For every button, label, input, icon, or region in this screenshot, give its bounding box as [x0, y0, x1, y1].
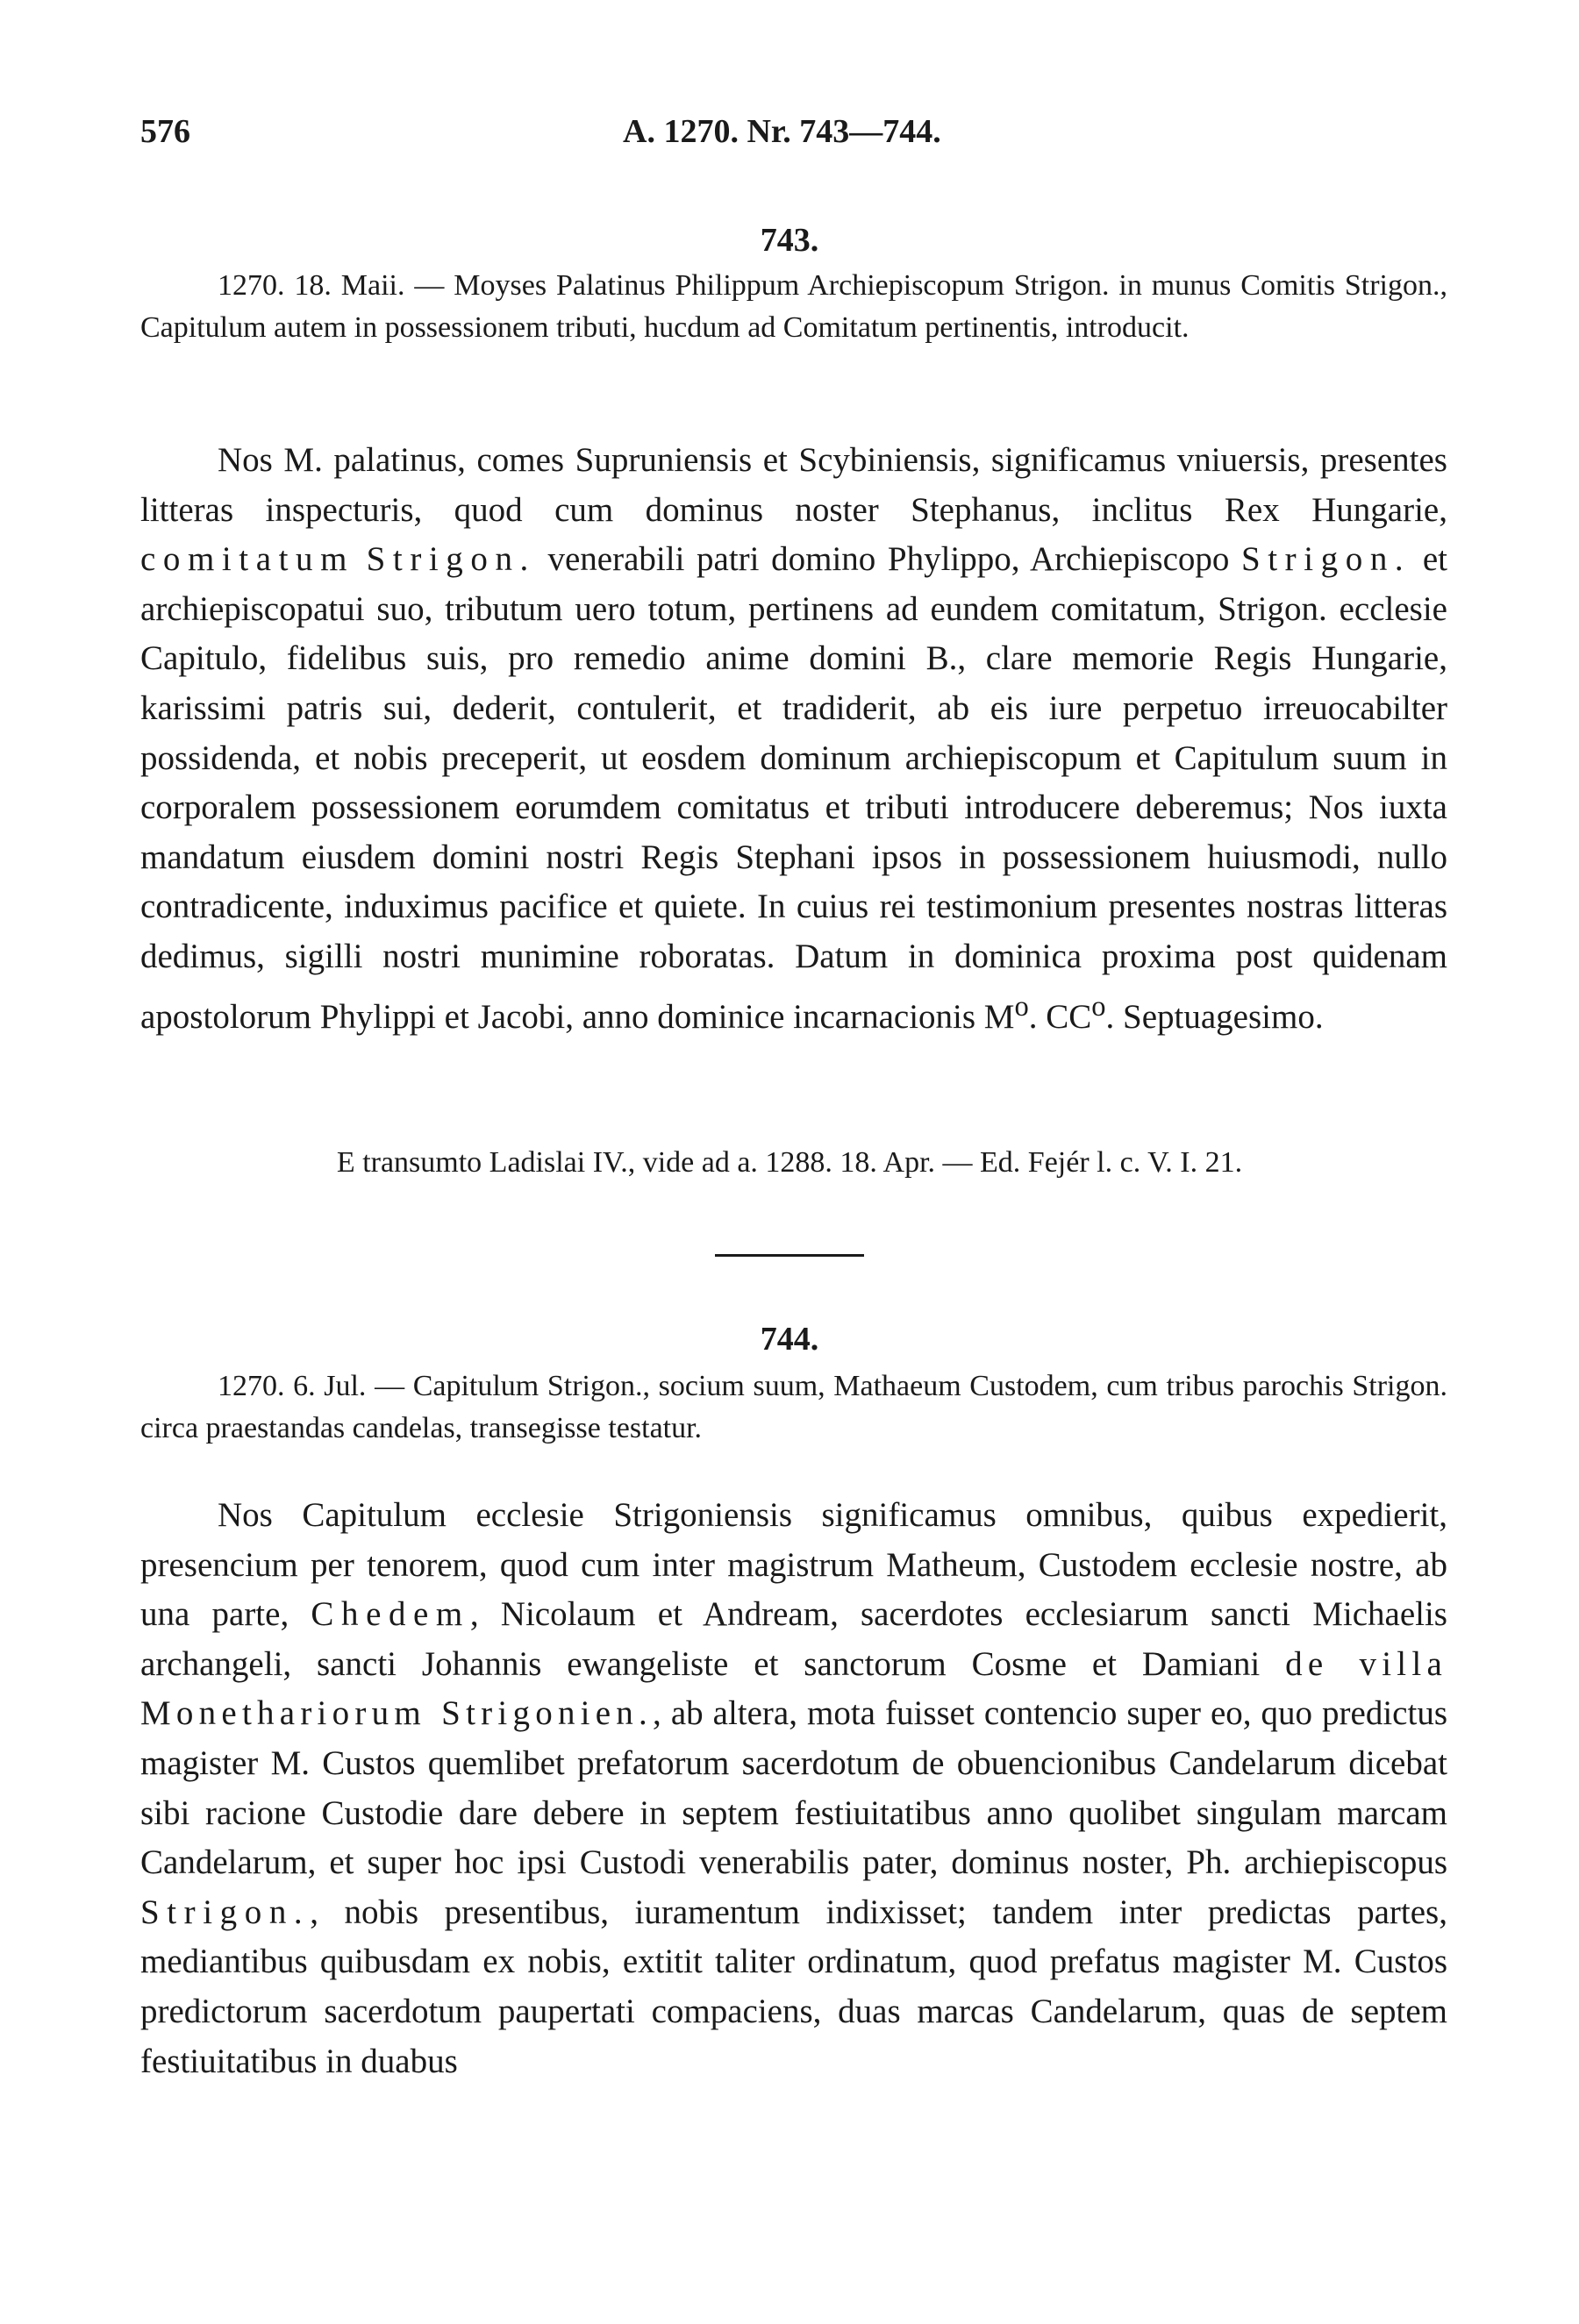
- page-header: [140, 112, 1456, 165]
- text-segment: . CC: [1028, 997, 1092, 1036]
- superscript: o: [1091, 990, 1106, 1023]
- regest-744: 1270. 6. Jul. — Capitulum Strigon., socium suum, Mathaeum Custodem, cum tribus parochis Strigon. circa praestandas candelas, transegisse testatur.: [140, 1370, 1447, 1444]
- charter-text-744: [140, 1491, 1447, 2086]
- running-title: A. 1270. Nr. 743—744.: [623, 113, 941, 150]
- source-note-743: E transumto Ladislai IV., vide ad a. 1288. 18. Apr. — Ed. Fejér l. c. V. I. 21.: [336, 1146, 1243, 1179]
- text-segment: Nos M. palatinus, comes Supruniensis et Scybiniensis, significamus vniuersis, presentes litteras inspecturis, quod cum dominus noster Stephanus, inclitus Rex Hungarie,: [140, 441, 1447, 529]
- charter-text-743: [140, 436, 1447, 1042]
- document-number-744: 744.: [760, 1321, 819, 1358]
- spaced-word: comitatum: [140, 540, 355, 579]
- spaced-word: Strigon.: [140, 1893, 311, 1931]
- document-number-743: 743.: [760, 222, 819, 259]
- spaced-word: Strigon.: [366, 540, 536, 579]
- text-segment: venerabili patri domino Phylippo, Archiepiscopo: [535, 540, 1241, 579]
- separator-rule: [715, 1254, 864, 1257]
- text-segment: , ab altera, mota fuisset contencio super eo, quo predictus magister M. Custos quemlibet prefatorum sacerdotum de obuencionibus Candelarum dicebat sibi racione Custodie dare debere in septem festiuitatibus anno quolibet singulam marcam Candelarum, et super hoc ipsi Custodi venerabilis pater, dominus noster, Ph. archiepiscopus: [140, 1694, 1447, 1882]
- spaced-phrase: de villa Monethariorum Strigonien.: [140, 1644, 1448, 1733]
- page-number: 576: [140, 113, 190, 150]
- text-segment: . Septuagesimo.: [1105, 997, 1324, 1036]
- text-segment: et archiepiscopatui suo, tributum uero totum, pertinens ad eundem comitatum, Strigon. ecclesie Capitulo, fidelibus suis, pro remedio anime domini B., clare memorie Regis Hungarie, karissimi patris sui, dederit, contulerit, et tradiderit, ab eis iure perpetuo irreuocabilter possidenda, et nobis preceperit, ut eosdem dominum archiepiscopum et Capitulum suum in corporalem possessionem eorumdem comitatus et tributi introducere deberemus; Nos iuxta mandatum eiusdem domini nostri Regis Stephani ipsos in possessionem huiusmodi, nullo contradicente, induximus pacifice et quiete. In cuius rei testimonium presentes nostras litteras dedimus, sigilli nostri munimine roboratas. Datum in dominica proxima post quidenam apostolorum Phylippi et Jacobi, anno dominice incarnacionis M: [140, 540, 1448, 1036]
- text-segment: Nos Capitulum ecclesie Strigoniensis significamus omnibus, quibus expedierit, presencium per tenorem, quod cum inter magistrum Matheum, Custodem ecclesie nostre, ab una parte,: [140, 1496, 1447, 1634]
- superscript: o: [1014, 990, 1029, 1023]
- text-segment: , nobis presentibus, iuramentum indixisset; tandem inter predictas partes, mediantibus quibusdam ex nobis, extitit taliter ordinatum, quod prefatus magister M. Custos predictorum sacerdotum paupertati compaciens, duas marcas Candelarum, quas de septem festiuitatibus in duabus: [140, 1893, 1447, 2080]
- spaced-word: Strigon.: [1241, 540, 1411, 579]
- regest-743: 1270. 18. Maii. — Moyses Palatinus Philippum Archiepiscopum Strigon. in munus Comitis Strigon., Capitulum autem in possessionem tributi, hucdum ad Comitatum pertinentis, introducit.: [140, 269, 1447, 344]
- spaced-word: Chedem: [311, 1595, 470, 1634]
- text-segment: , Nicolaum et Andream, sacerdotes ecclesiarum sancti Michaelis archangeli, sancti Johannis ewangeliste et sanctorum Cosme et Damiani: [140, 1595, 1447, 1683]
